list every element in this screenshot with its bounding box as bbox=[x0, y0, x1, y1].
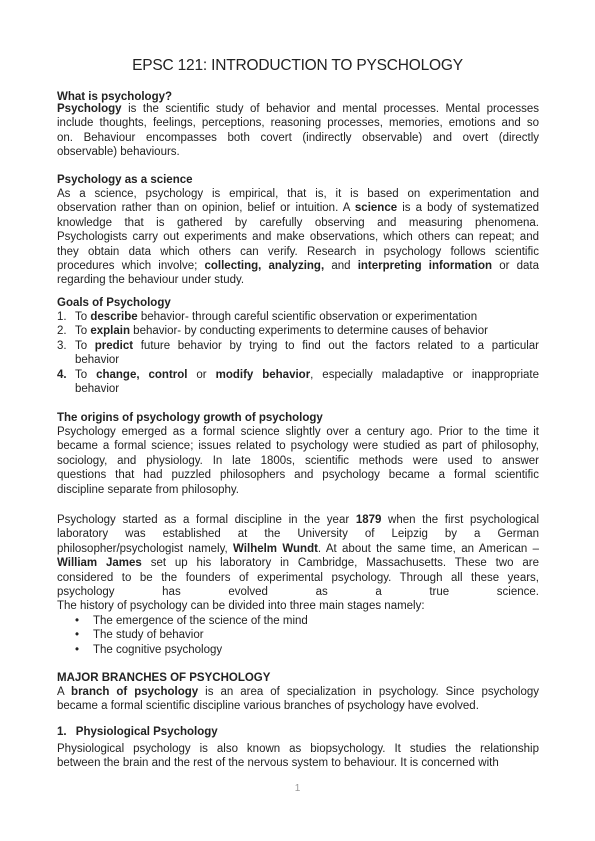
text-line bbox=[57, 599, 539, 613]
paragraph-physiological bbox=[57, 742, 539, 771]
list-number: 1. bbox=[57, 311, 67, 323]
text-run: behavior- through careful scientific observation or experimentation bbox=[137, 311, 478, 323]
bold-term: 1879 bbox=[355, 514, 382, 526]
text-run: include thoughts, feelings, perceptions, reasoning processes, memories, emotions and so bbox=[57, 117, 539, 130]
heading-major-branches: MAJOR BRANCHES OF PSYCHOLOGY bbox=[57, 672, 271, 684]
subheading-number: 1. bbox=[57, 726, 67, 738]
text-run: To bbox=[75, 368, 97, 381]
text-line bbox=[75, 324, 539, 338]
text-line bbox=[57, 468, 539, 482]
text-run: future behavior by trying to find out the factors related to a particular bbox=[133, 339, 539, 352]
text-run: observation rather than on opinion, belief or intuition. A bbox=[57, 202, 355, 215]
text-run: observable) behaviours. bbox=[57, 146, 180, 159]
subheading-text: Physiological Psychology bbox=[75, 726, 218, 738]
text-line bbox=[57, 527, 539, 541]
text-line bbox=[57, 245, 539, 259]
bullet-text: The cognitive psychology bbox=[93, 643, 223, 656]
text-run: between the brain and the rest of the nervous system to behaviour. It is concerned with bbox=[57, 757, 499, 770]
text-line bbox=[57, 187, 539, 201]
heading-psychology-as-science: Psychology as a science bbox=[57, 174, 193, 186]
text-line bbox=[57, 483, 539, 497]
text-line bbox=[57, 216, 539, 230]
paragraph-origins-2 bbox=[57, 513, 539, 614]
text-line bbox=[57, 556, 539, 570]
text-line bbox=[57, 273, 539, 287]
text-line bbox=[75, 382, 539, 396]
bold-term: explain bbox=[90, 325, 130, 338]
text-line bbox=[57, 585, 539, 599]
bullet-icon: • bbox=[75, 629, 80, 642]
text-run: considered to be the founders of experimental psychology. Through all these years, bbox=[57, 571, 539, 584]
text-line bbox=[57, 439, 539, 453]
text-run: psychology has evolved as a true science. bbox=[57, 586, 539, 599]
text-run: questions that had puzzled philosophers and psychology became a formal scientific bbox=[57, 469, 539, 482]
text-run: knowledge that is gathered by carefully observing and measuring phenomena. bbox=[57, 216, 539, 229]
paragraph-origins-1 bbox=[57, 425, 539, 497]
text-line bbox=[57, 259, 539, 273]
bold-term: predict bbox=[94, 339, 134, 352]
text-line bbox=[57, 685, 539, 699]
text-run: The history of psychology can be divided into three main stages namely: bbox=[57, 600, 425, 613]
bold-term: branch of psychology bbox=[71, 686, 199, 698]
text-run: A bbox=[57, 686, 72, 698]
text-run: , especially maladaptive or inappropriate bbox=[310, 368, 540, 381]
text-run: behavior bbox=[75, 383, 120, 395]
bullet-icon: • bbox=[75, 643, 80, 656]
text-run: Psychology emerged as a formal science slightly over a century ago. Prior to the time it bbox=[57, 426, 539, 438]
text-line bbox=[57, 513, 539, 527]
text-run: Psychologists carry out experiments and make observations, which others can repeat; and bbox=[57, 231, 539, 244]
paragraph-what-is-psychology bbox=[57, 102, 539, 160]
text-run: philosopher/psychologist namely, bbox=[57, 542, 234, 555]
text-line bbox=[57, 230, 539, 244]
text-run: and bbox=[324, 260, 358, 273]
heading-origins: The origins of psychology growth of psychology bbox=[57, 412, 323, 424]
text-run: is a body of systematized bbox=[397, 202, 539, 215]
list-number: 4. bbox=[57, 368, 67, 381]
paragraph-psychology-as-science bbox=[57, 187, 539, 288]
text-run: laboratory was established at the University of Leipzig by a German bbox=[57, 528, 539, 541]
text-run: set up his laboratory in Cambridge, Massachusetts. These two are bbox=[141, 557, 539, 570]
text-line bbox=[57, 742, 539, 756]
text-run: Psychology started as a formal discipline in the year bbox=[57, 514, 356, 526]
text-run: To bbox=[75, 325, 91, 338]
text-line bbox=[57, 102, 539, 116]
text-line bbox=[57, 699, 539, 713]
page-number: 1 bbox=[294, 783, 301, 794]
text-line bbox=[57, 542, 539, 556]
text-line bbox=[57, 201, 539, 215]
bold-term: modify behavior bbox=[215, 368, 311, 381]
heading-what-is-psychology: What is psychology? bbox=[57, 91, 173, 103]
text-run: Physiological psychology is also known as biopsychology. It studies the relationship bbox=[57, 743, 539, 755]
paragraph-branches bbox=[57, 685, 539, 714]
text-run: regarding the behaviour under study. bbox=[57, 274, 245, 287]
text-line bbox=[57, 756, 539, 770]
text-run: . At about the same time, an American – bbox=[317, 542, 539, 555]
text-run: when the first psychological bbox=[381, 514, 539, 526]
text-run: they obtain data which others can verify. Research in psychology follows scientific bbox=[57, 245, 539, 258]
text-run: behavior- by conducting experiments to determine causes of behavior bbox=[129, 325, 488, 338]
text-run: behavior bbox=[75, 354, 120, 367]
text-run: became a formal science; issues related to psychology were studied as part of philosophy, bbox=[57, 440, 539, 453]
text-run: To bbox=[75, 339, 95, 352]
text-run: sociology, and physiology. In late 1800s, scientific methods were used to answer bbox=[57, 454, 539, 467]
bold-term: Psychology bbox=[57, 103, 122, 115]
text-line bbox=[57, 131, 539, 145]
text-line bbox=[75, 368, 539, 382]
heading-goals: Goals of Psychology bbox=[57, 297, 171, 309]
text-run: or bbox=[187, 368, 216, 381]
bullet-text: The study of behavior bbox=[93, 629, 204, 642]
list-number: 3. bbox=[57, 339, 67, 352]
bold-term: collecting, analyzing, bbox=[204, 260, 325, 273]
bold-term: science bbox=[354, 202, 398, 215]
text-line bbox=[75, 353, 539, 367]
bold-term: interpreting information bbox=[357, 260, 493, 273]
bold-term: William James bbox=[57, 557, 142, 570]
text-run: To bbox=[75, 311, 91, 323]
bold-term: describe bbox=[90, 311, 138, 323]
subheading-physiological bbox=[57, 725, 539, 739]
text-run: is the scientific study of behavior and mental processes. Mental processes bbox=[121, 103, 539, 115]
text-line bbox=[57, 425, 539, 439]
list-number: 2. bbox=[57, 325, 67, 338]
bold-term: Wilhelm Wundt bbox=[233, 542, 318, 555]
text-run: discipline separate from philosophy. bbox=[57, 483, 239, 496]
bullet-icon: • bbox=[75, 615, 80, 627]
document-title: EPSC 121: INTRODUCTION TO PYSCHOLOGY bbox=[132, 57, 463, 74]
text-run: As a science, psychology is empirical, that is, it is based on experimentation and bbox=[57, 188, 539, 200]
text-line bbox=[75, 339, 539, 353]
text-line bbox=[57, 571, 539, 585]
text-line bbox=[57, 454, 539, 468]
text-line bbox=[57, 145, 539, 159]
text-run: or data bbox=[492, 260, 540, 273]
bold-term: change, control bbox=[96, 368, 188, 381]
text-line bbox=[57, 116, 539, 130]
text-run: is an area of specialization in psychology. Since psychology bbox=[198, 686, 539, 698]
text-run: procedures which involve; bbox=[57, 260, 205, 273]
bullet-text: The emergence of the science of the mind bbox=[93, 615, 308, 627]
text-line bbox=[75, 310, 539, 324]
text-run: on. Behaviour encompasses both covert (indirectly observable) and overt (directly bbox=[57, 131, 539, 144]
text-run: became a formal scientific discipline various branches of psychology have evolved. bbox=[57, 700, 479, 713]
